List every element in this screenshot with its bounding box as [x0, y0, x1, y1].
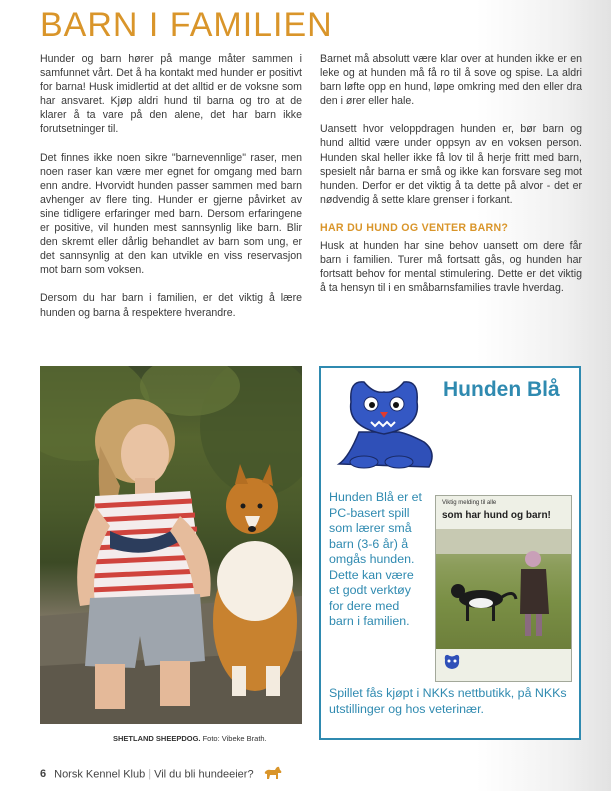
- info-box-text: Hunden Blå er et PC-basert spill som lærer små barn (3-6 år) å omgås hunden. Dette kan være et godt verktøy for dere med barn i familien.: [329, 490, 422, 628]
- page-title: BARN I FAMILIEN: [40, 6, 333, 44]
- photo-caption: [113, 734, 267, 743]
- footer-publisher: Norsk Kennel Klub: [54, 768, 146, 781]
- dog-logo-icon: [263, 765, 283, 784]
- girl-with-sheltie-photo: [40, 366, 302, 724]
- caption-credit: Foto: Vibeke Brath.: [200, 734, 267, 743]
- paragraph: Det finnes ikke noen sikre "barnevennlige" raser, men noen raser kan være mer egnet for omgang med barn enn andre. Hvorvidt hunden passer sammen med barn avhenger av flere ting. Hunder er gjerne påvirket av sine tidligere erfaringer med barn. Dersom erfaringene er positive, vil hunden mest sannsynlig like barn. Blir den skremt eller dårlig behandlet av barn som ung, er det sannsynlig at den kan utvikle en viss reservasjon mot barn som voksen.: [40, 151, 302, 277]
- section-subheading: HAR DU HUND OG VENTER BARN?: [320, 221, 509, 234]
- game-poster-image: [435, 495, 572, 682]
- footer-separator: |: [148, 768, 152, 781]
- paragraph: Hunder og barn hører på mange måter sammen i samfunnet vårt. Det å ha kontakt med hunder er positivt for barna! Husk imidlertid at det alltid er de voksne som har ansvaret. Kjøp aldri hund til barna og tro at de klarer å ta vare på den alene, det har barn ikke forutsetninger til.: [40, 53, 302, 136]
- paragraph: Barnet må absolutt være klar over at hunden ikke er en leke og at hunden må få ro til å sove og spise. La aldri barn løfte opp en hund, løpe omkring med den eller dra den i ører eller hale.: [320, 53, 582, 108]
- blue-dog-mascot-icon: [329, 372, 441, 477]
- hunden-bla-info-box: [319, 366, 581, 740]
- poster-mascot-icon: [442, 654, 462, 675]
- poster-subtitle: Viktig melding til alle: [442, 500, 497, 506]
- footer-publication: Vil du bli hundeeier?: [154, 768, 254, 781]
- info-box-purchase-text: Spillet fås kjøpt i NKKs nettbutikk, på NKKs utstillinger og hos veterinær.: [329, 686, 567, 716]
- right-text-column: [320, 52, 582, 309]
- page-number: 6: [40, 768, 47, 781]
- paragraph: Uansett hvor veloppdragen hunden er, bør barn og hund alltid være under oppsyn av en voksen person. Hunden skal heller ikke få lov til å herje fritt med barn, spesielt når barna er små og ikke kan forsvare seg mot hunden. Derfor er det viktig å ta dette på alvor - det er nødvendig å sette klare grenser i forkant.: [320, 123, 582, 206]
- poster-photo: [436, 529, 572, 649]
- poster-title: som har hund og barn!: [442, 510, 551, 521]
- paragraph: Dersom du har barn i familien, er det viktig å lære hunden og barna å respektere hverandre.: [40, 292, 302, 319]
- page-footer: [40, 765, 283, 784]
- caption-breed: SHETLAND SHEEPDOG.: [113, 734, 201, 743]
- info-box-title: Hunden Blå: [443, 378, 560, 401]
- paragraph: Husk at hunden har sine behov uansett om dere får barn i familien. Turer må fortsatt gås, og hunden har fortsatt behov for mental stimulering. Dette er det viktig å ta hensyn til i en småbarnsfamilies travle hverdag.: [320, 240, 582, 295]
- left-text-column: [40, 52, 302, 334]
